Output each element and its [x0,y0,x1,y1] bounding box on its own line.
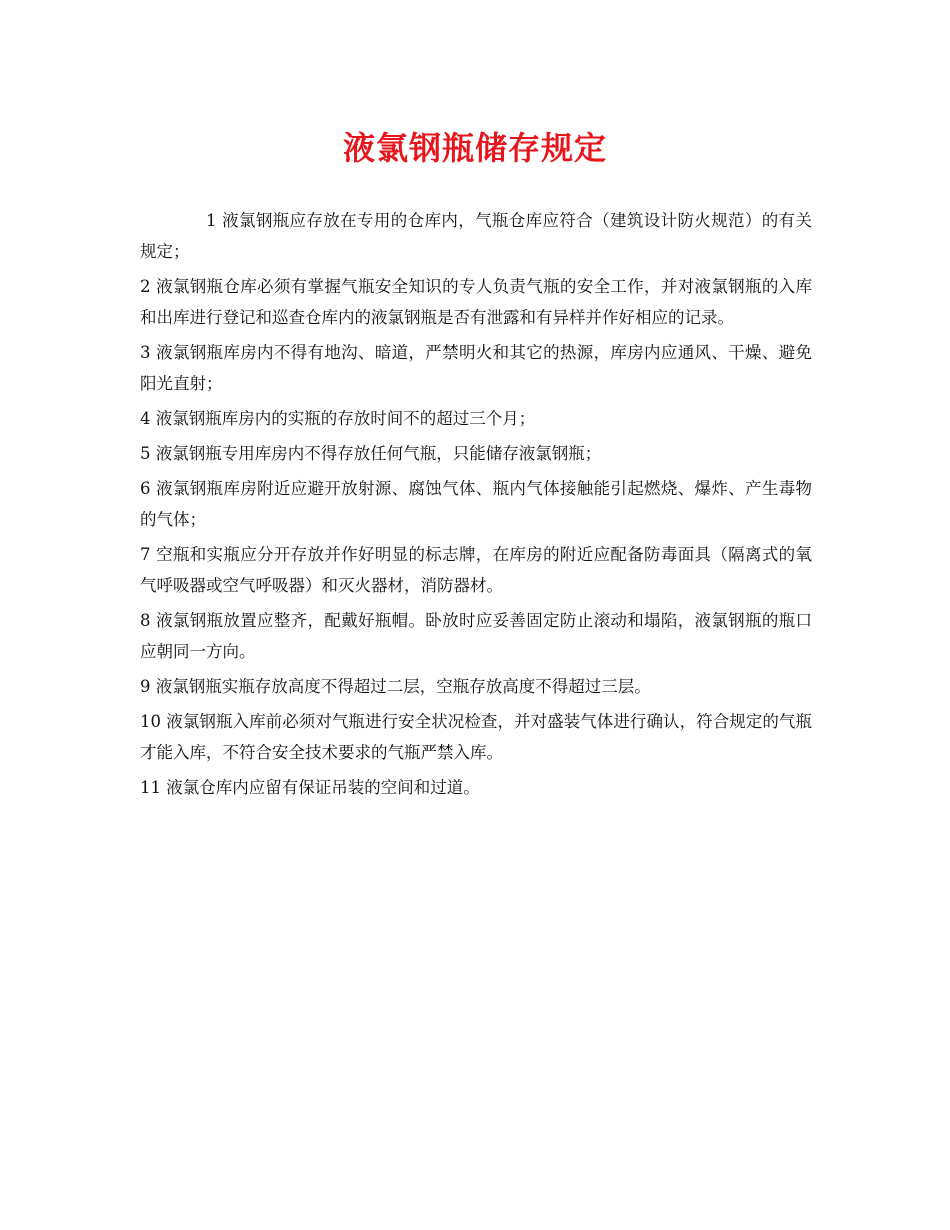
paragraph-11: 11 液氯仓库内应留有保证吊装的空间和过道。 [140,778,480,797]
paragraph-6: 6 液氯钢瓶库房附近应避开放射源、腐蚀气体、瓶内气体接触能引起燃烧、爆炸、产生毒物的气体； [140,479,812,529]
paragraph-2: 2 液氯钢瓶仓库必须有掌握气瓶安全知识的专人负责气瓶的安全工作，并对液氯钢瓶的入库和出库进行登记和巡查仓库内的液氯钢瓶是否有泄露和有异样并作好相应的记录。 [140,277,812,327]
document-body [140,205,812,807]
paragraph-3: 3 液氯钢瓶库房内不得有地沟、暗道，严禁明火和其它的热源，库房内应通风、干燥、避免阳光直射； [140,343,812,393]
paragraph-10: 10 液氯钢瓶入库前必须对气瓶进行安全状况检查，并对盛装气体进行确认，符合规定的气瓶才能入库，不符合安全技术要求的气瓶严禁入库。 [140,712,812,762]
paragraph-1: 1 液氯钢瓶应存放在专用的仓库内，气瓶仓库应符合（建筑设计防火规范）的有关规定； [140,211,812,261]
paragraph-8: 8 液氯钢瓶放置应整齐，配戴好瓶帽。卧放时应妥善固定防止滚动和塌陷，液氯钢瓶的瓶口应朝同一方向。 [140,611,812,661]
paragraph-5: 5 液氯钢瓶专用库房内不得存放任何气瓶，只能储存液氯钢瓶； [140,444,602,463]
paragraph-4: 4 液氯钢瓶库房内的实瓶的存放时间不的超过三个月； [140,409,536,428]
document-title: 液氯钢瓶储存规定 [342,129,607,167]
paragraph-7: 7 空瓶和实瓶应分开存放并作好明显的标志牌，在库房的附近应配备防毒面具（隔离式的氧气呼吸器或空气呼吸器）和灭火器材，消防器材。 [140,545,812,595]
paragraph-9: 9 液氯钢瓶实瓶存放高度不得超过二层，空瓶存放高度不得超过三层。 [140,677,651,696]
